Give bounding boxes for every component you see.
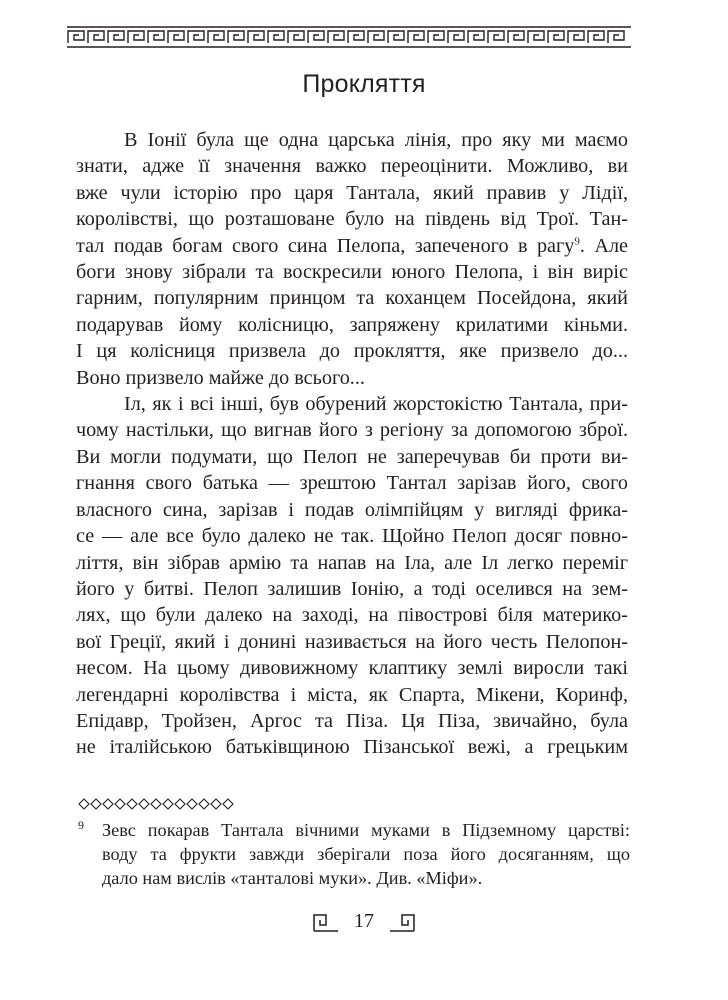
text-line-segment: тал подав богам свого сина Пелопа, запеченого в рагу	[76, 234, 575, 257]
text-line-with-footnote	[76, 233, 628, 259]
text-line: вже чули історію про царя Тантала, який правив у Лідії,	[76, 181, 628, 204]
footnote	[78, 818, 630, 890]
footnote-line: Зевс покарав Тантала вічними муками в Підземному царстві:	[102, 820, 630, 840]
text-line: гарним, популярним принцом та коханцем Посейдона, який	[76, 287, 628, 310]
text-line: чому настільки, що вигнав його з регіону за допомогою зброї.	[76, 419, 628, 442]
text-line: І ця колісниця призвела до прокляття, яке призвело до...	[76, 340, 628, 363]
text-line: се — але все було далеко не так. Щойно Пелоп досяг повно-	[76, 525, 628, 548]
text-line: гнання свого батька — зрештою Тантал зарізав його, свого	[76, 472, 628, 495]
meander-left-icon	[312, 911, 338, 933]
text-line: власного сина, зарізав і подав олімпійцям у вигляді фрика-	[76, 498, 628, 521]
text-line-segment: . Але	[579, 234, 628, 257]
text-line: В Іонії була ще одна царська лінія, про яку ми маємо	[124, 129, 628, 151]
footnote-line: дало нам вислів «танталові муки». Див. «Міфи».	[102, 868, 483, 888]
text-line: подарував йому колісницю, запряжену крилатими кіньми.	[76, 313, 628, 336]
text-line: Іл, як і всі інші, був обурений жорстокістю Тантала, при-	[124, 393, 628, 416]
footnote-reference[interactable]: 9	[574, 234, 580, 247]
text-line: знати, адже її значення важко переоцінити. Можливо, ви	[76, 155, 628, 178]
text-line: легендарні королівства і міста, як Спарта, Мікени, Коринф,	[76, 683, 628, 706]
text-line: Ви могли подумати, що Пелоп не заперечував би проти ви-	[76, 445, 628, 468]
footnote-line: воду та фрукти завжди зберігали поза його досяганням, що	[102, 844, 630, 864]
text-line: Воно призвело майже до всього...	[76, 366, 365, 389]
text-line: лях, що були далеко на заході, на півострові біля материко-	[76, 604, 628, 627]
footnote-number: 9	[78, 818, 84, 832]
text-line: не італійською батьківщиною Пізанської вежі, а грецьким	[76, 736, 628, 759]
page-number-ornament	[312, 909, 416, 933]
text-line: ліття, він зібрав армію та напав на Іла, але Іл легко переміг	[76, 551, 628, 574]
text-line: вої Греції, який і донині називається на його честь Пелопон-	[76, 630, 628, 653]
text-line: його у битві. Пелоп залишив Іонію, а тоді оселився на зем-	[76, 577, 628, 600]
text-line: несом. На цьому дивовижному клаптику землі виросли такі	[76, 657, 628, 680]
page-number: 17	[354, 910, 374, 932]
chapter-title: Прокляття	[302, 70, 426, 98]
footnote-divider	[78, 797, 238, 811]
text-line: боги знову зібрали та воскресили юного Пелопа, і він виріс	[76, 261, 628, 284]
greek-key-border	[66, 26, 632, 48]
text-line: королівстві, що розташоване було на південь від Трої. Тан-	[76, 208, 628, 231]
meander-right-icon	[390, 911, 416, 933]
text-line: Епідавр, Тройзен, Аргос та Піза. Ця Піза, звичайно, була	[76, 709, 628, 732]
body-text	[76, 127, 628, 761]
